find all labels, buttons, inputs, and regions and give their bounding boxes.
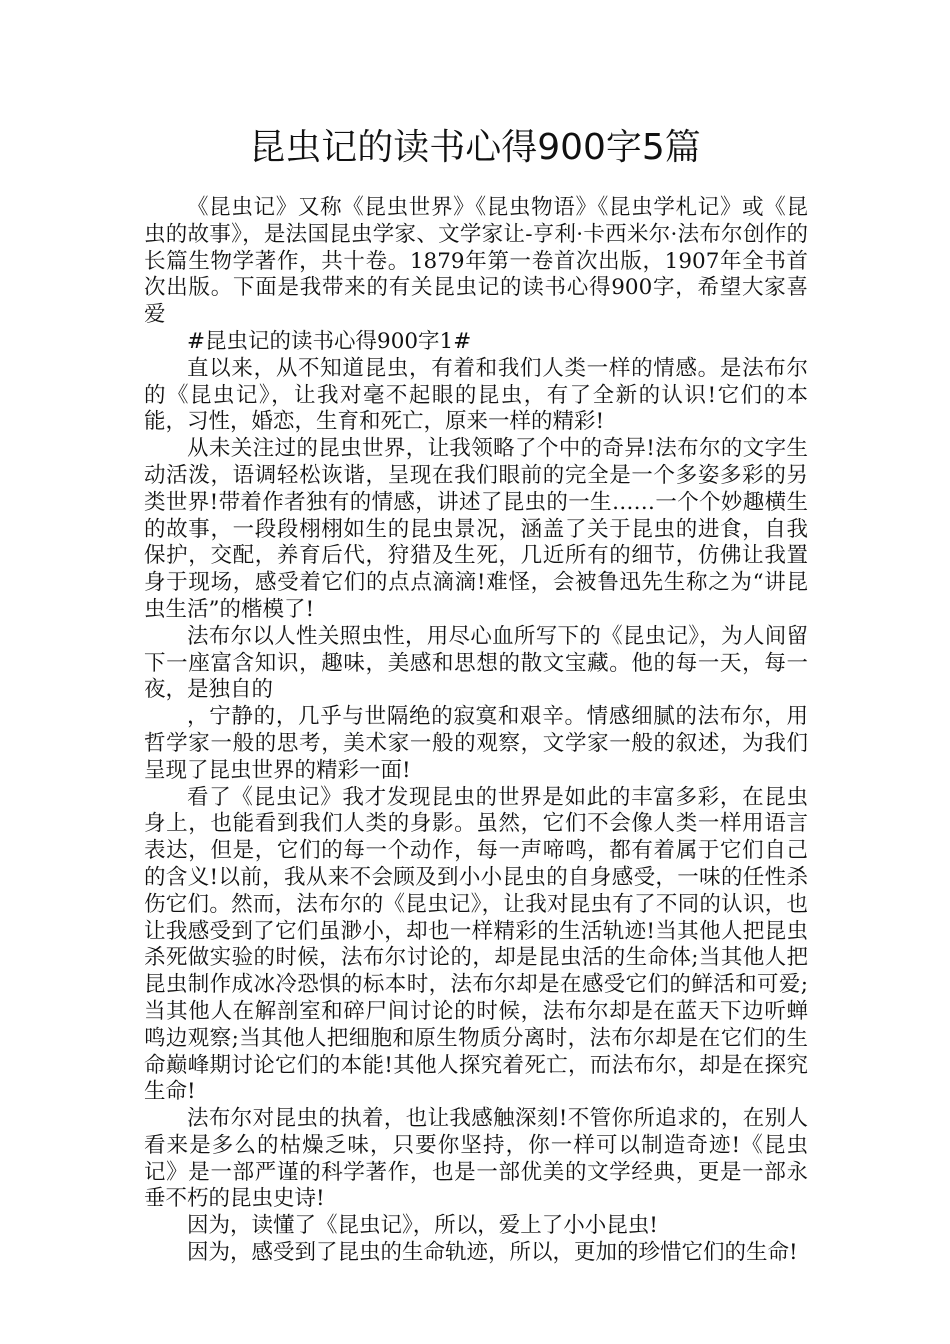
paragraph: 法布尔对昆虫的执着，也让我感触深刻!不管你所追求的，在别人看来是多么的枯燥乏味，只要你坚持，你一样可以制造奇迹!《昆虫记》是一部严谨的科学著作，也是一部优美的文学经典，更是一部永垂不朽的昆虫史诗! — [144, 1106, 808, 1212]
paragraph: 因为，读懂了《昆虫记》，所以，爱上了小小昆虫! — [187, 1213, 658, 1239]
paragraph: 从未关注过的昆虫世界，让我领略了个中的奇异!法布尔的文字生动活泼，语调轻松诙谐，呈现在我们眼前的完全是一个多姿多彩的另类世界!带着作者独有的情感，讲述了昆虫的一生……一个个妙趣横生的故事，一段段栩栩如生的昆虫景况，涵盖了关于昆虫的进食，自我保护，交配，养育后代，狩猎及生死，几近所有的细节，仿佛让我置身于现场，感受着它们的点点滴滴!难怪，会被鲁迅先生称之为“讲昆虫生活”的楷模了! — [144, 436, 808, 622]
document-title: 昆虫记的读书心得900字5篇 — [249, 127, 701, 168]
paragraph: 直以来，从不知道昆虫，有着和我们人类一样的情感。是法布尔的《昆虫记》，让我对毫不起眼的昆虫，有了全新的认识!它们的本能，习性，婚恋，生育和死亡，原来一样的精彩! — [144, 355, 808, 435]
paragraph: 因为，感受到了昆虫的生命轨迹，所以，更加的珍惜它们的生命! — [187, 1240, 798, 1266]
paragraph-intro: 《昆虫记》又称《昆虫世界》《昆虫物语》《昆虫学札记》或《昆虫的故事》，是法国昆虫学家、文学家让-亨利·卡西米尔·法布尔创作的长篇生物学著作，共十卷。1879年第一卷首次出版，1907年全书首次出版。下面是我带来的有关昆虫记的读书心得900字，希望大家喜爱 — [144, 195, 808, 328]
paragraph: ，宁静的，几乎与世隔绝的寂寞和艰辛。情感细腻的法布尔，用哲学家一般的思考，美术家一般的观察，文学家一般的叙述，为我们呈现了昆虫世界的精彩一面! — [144, 704, 808, 783]
section-heading: #昆虫记的读书心得900字1# — [187, 328, 472, 354]
paragraph: 看了《昆虫记》我才发现昆虫的世界是如此的丰富多彩，在昆虫身上，也能看到我们人类的身影。虽然，它们不会像人类一样用语言表达，但是，它们的每一个动作，每一声啼鸣，都有着属于它们自己的含义!以前，我从来不会顾及到小小昆虫的自身感受，一味的任性杀伤它们。然而，法布尔的《昆虫记》，让我对昆虫有了不同的认识，也让我感受到了它们虽渺小，却也一样精彩的生活轨迹!当其他人把昆虫杀死做实验的时候，法布尔讨论的，却是昆虫活的生命体;当其他人把昆虫制作成冰冷恐惧的标本时，法布尔却是在感受它们的鲜活和可爱;当其他人在解剖室和碎尸间讨论的时候，法布尔却是在蓝天下边听蝉鸣边观察;当其他人把细胞和原生物质分离时，法布尔却是在它们的生命巅峰期讨论它们的本能!其他人探究着死亡，而法布尔，却是在探究生命! — [144, 784, 808, 1105]
document-body — [144, 195, 808, 1267]
paragraph: 法布尔以人性关照虫性，用尽心血所写下的《昆虫记》，为人间留下一座富含知识，趣味，美感和思想的散文宝藏。他的每一天，每一夜，是独自的 — [144, 623, 808, 703]
